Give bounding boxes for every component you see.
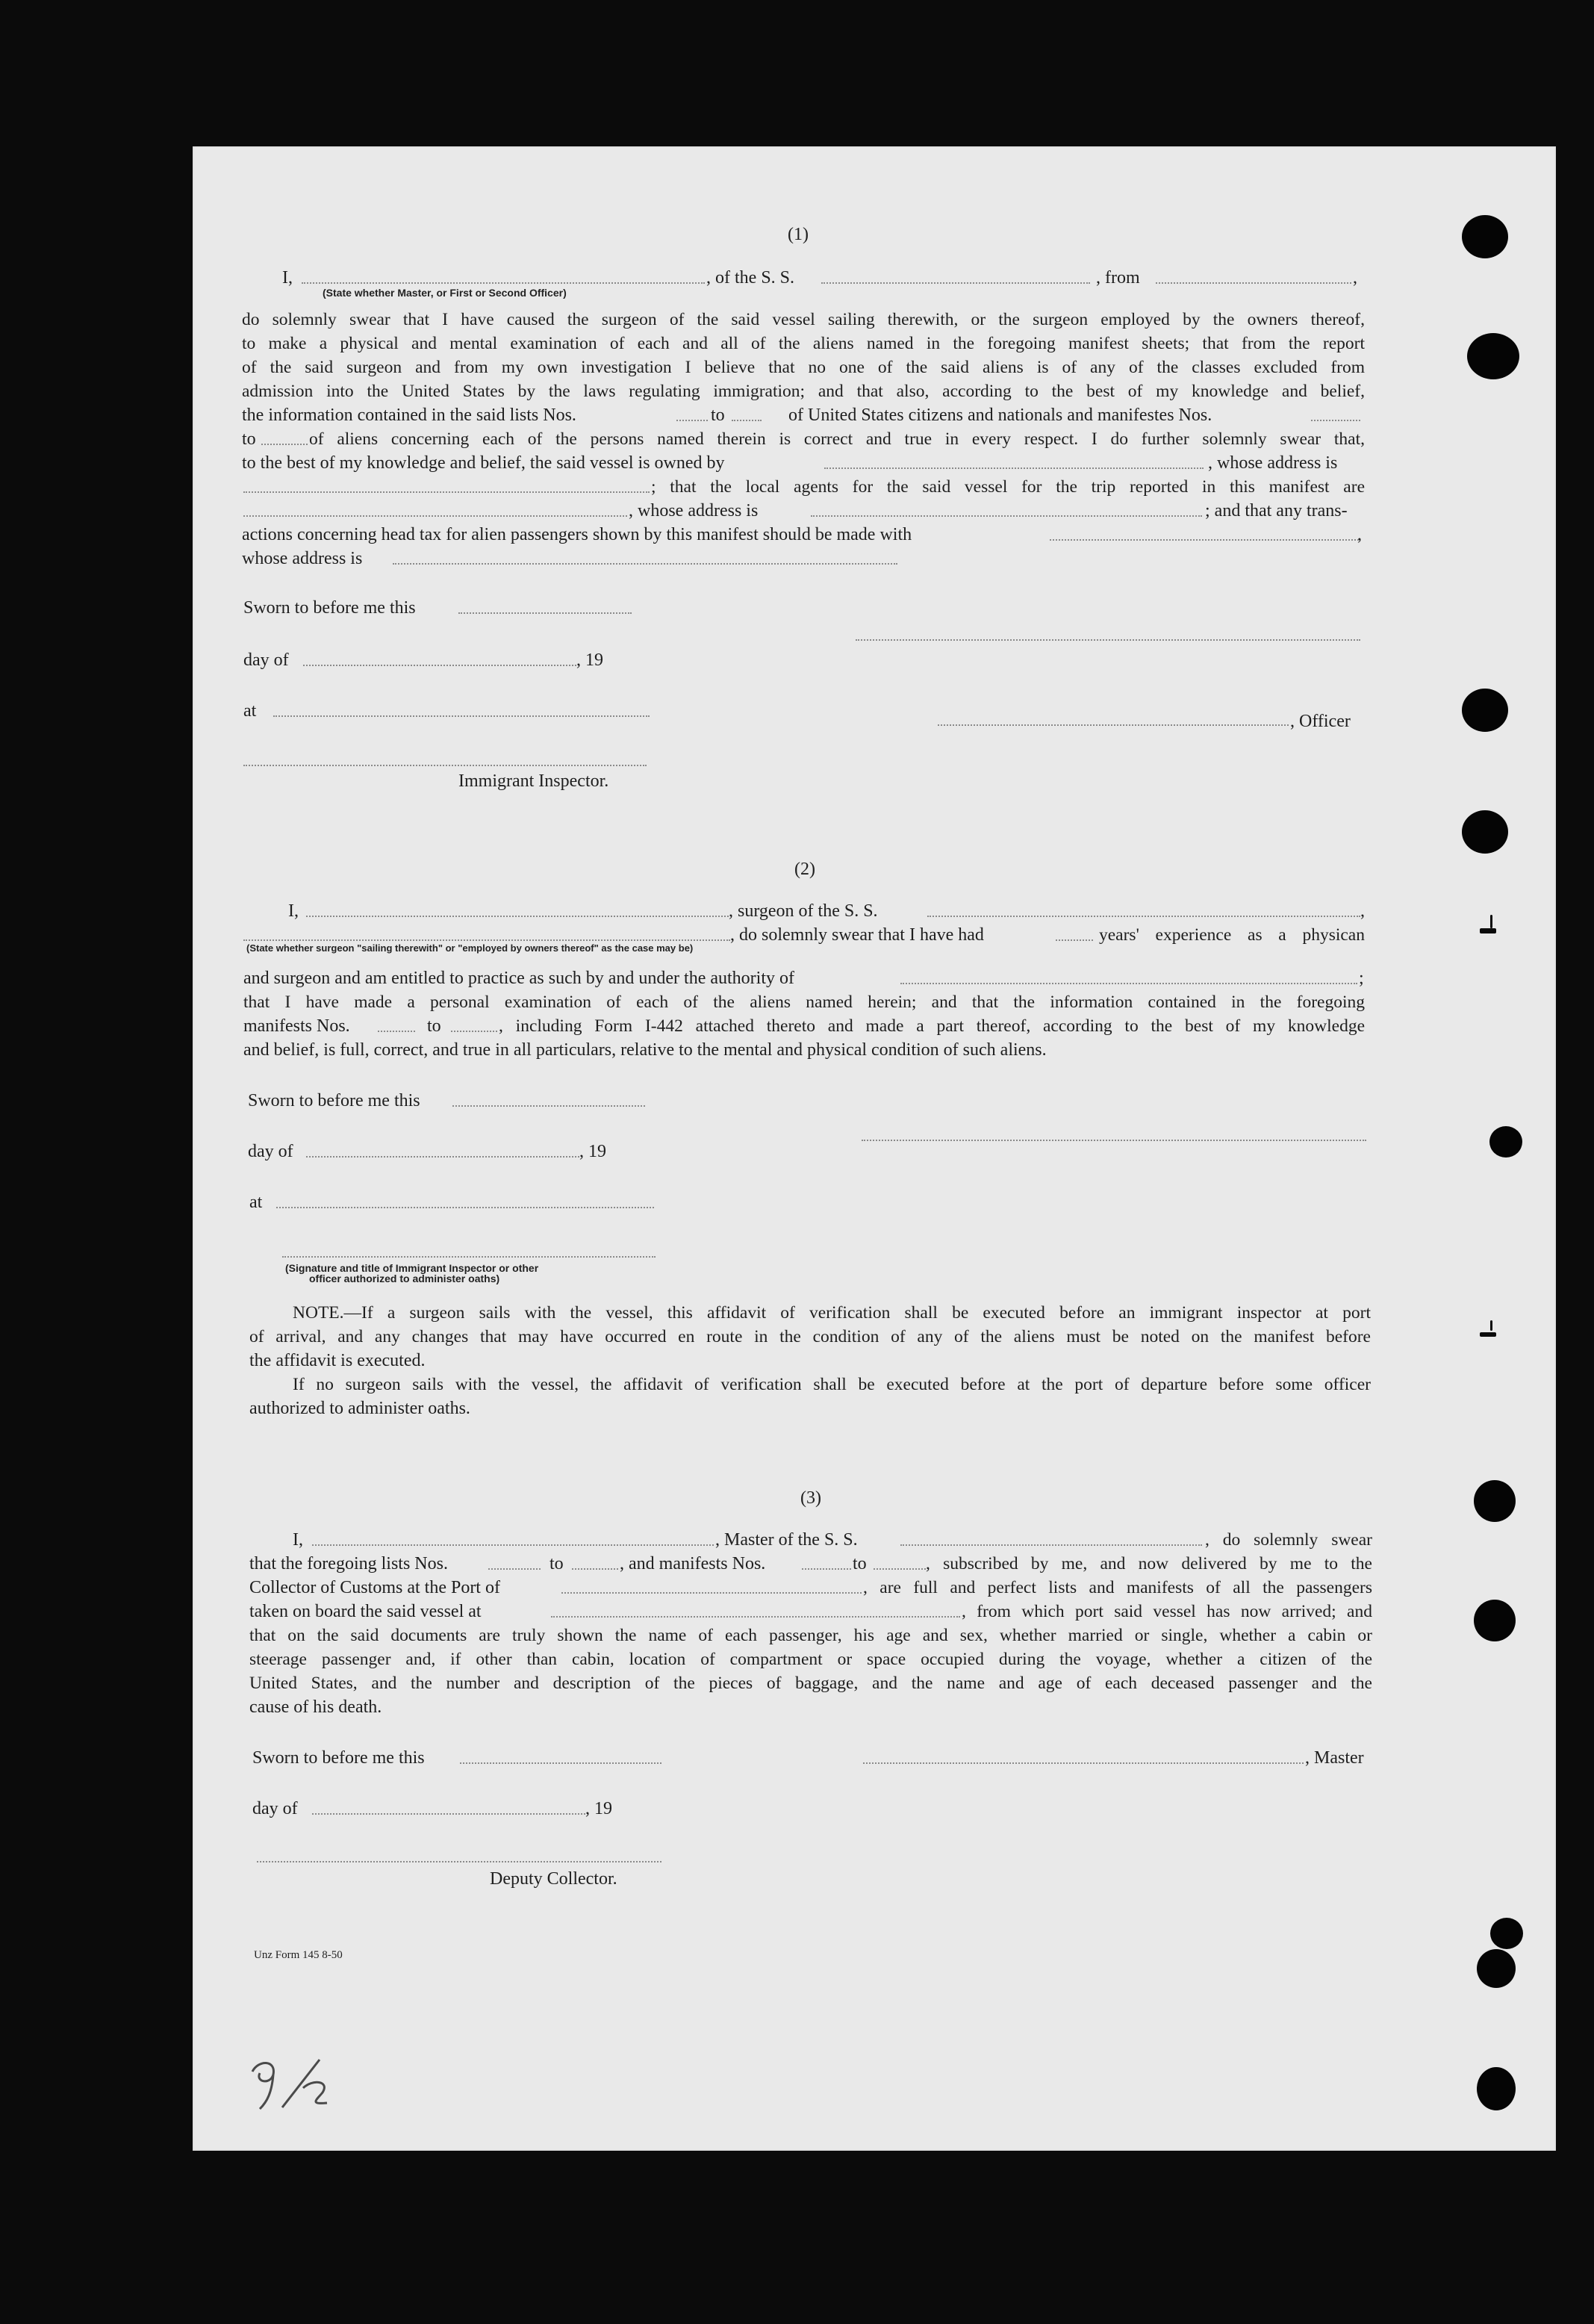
surgeon-note: (State whether surgeon "sailing therewith" or "employed by owners thereof" as the case may be) — [246, 942, 694, 954]
oath-text: to — [242, 429, 256, 449]
oath-text: taken on board the said vessel at — [249, 1602, 482, 1621]
at-label: at — [243, 701, 257, 721]
oath-text-line: , subscribed by me, and now delivered by me to the — [926, 1554, 1372, 1573]
margin-mark — [1480, 928, 1496, 933]
oath-text: , whose address is — [629, 501, 759, 521]
agents-field[interactable] — [243, 515, 627, 517]
year-label: , 19 — [585, 1799, 612, 1818]
oath-text: , and manifests Nos. — [620, 1554, 766, 1573]
comma: , — [1353, 268, 1357, 288]
surgeon-ship-field[interactable] — [927, 916, 1360, 917]
deputy-label: Deputy Collector. — [490, 1869, 617, 1889]
note-line: of arrival, and any changes that may have occurred en route in the condition of any of the aliens must be noted on the manifest before — [249, 1327, 1371, 1346]
sworn-label: Sworn to before me this — [252, 1748, 425, 1768]
oath-text: to — [711, 406, 725, 425]
section-number: (3) — [800, 1488, 821, 1508]
owner-field[interactable] — [824, 467, 1204, 469]
section-number: (1) — [788, 225, 809, 244]
oath-text: that the foregoing lists Nos. — [249, 1554, 448, 1573]
year-label: , 19 — [576, 650, 603, 670]
lists-from-field[interactable] — [488, 1568, 541, 1570]
section-number: (2) — [794, 860, 815, 879]
lists-to-field[interactable] — [732, 420, 762, 421]
punch-hole — [1474, 1480, 1516, 1522]
officer-title-line[interactable] — [938, 724, 1289, 726]
note-line: If no surgeon sails with the vessel, the affidavit of verification shall be executed before at the port of departure before some officer — [293, 1375, 1371, 1394]
head-tax-party-field[interactable] — [1050, 539, 1359, 541]
from-label: , from — [1096, 268, 1140, 288]
oath-text: , whose address is — [1208, 453, 1338, 473]
sworn-day-field[interactable] — [452, 1105, 645, 1107]
authority-field[interactable] — [900, 983, 1357, 984]
oath-text-line: that I have made a personal examination of each of the aliens named herein; and that the information contained in the foregoing — [243, 992, 1365, 1012]
year-label: , 19 — [579, 1142, 606, 1161]
semicolon: ; — [1359, 969, 1364, 988]
day-of-label: day of — [252, 1799, 298, 1818]
signature-note: officer authorized to administer oaths) — [309, 1273, 500, 1284]
oath-text-line: of aliens concerning each of the persons named therein is correct and true in every respect. I do further solemnly swear that, — [309, 429, 1365, 449]
inspector-signature-line[interactable] — [282, 1256, 656, 1258]
punch-hole — [1477, 2067, 1516, 2110]
oath-text-line: of the said surgeon and from my own investigation I believe that no one of the said aliens is of any of the classes excluded from — [242, 358, 1365, 377]
port-field[interactable] — [561, 1592, 862, 1594]
master-label: , Master — [1305, 1748, 1364, 1768]
punch-hole — [1489, 1126, 1522, 1158]
punch-hole — [1490, 1918, 1523, 1949]
surgeon-name-field[interactable] — [306, 916, 729, 917]
from-port-field[interactable] — [1156, 282, 1351, 284]
comma: , — [1360, 901, 1365, 921]
sworn-label: Sworn to before me this — [243, 598, 416, 618]
margin-mark — [1490, 915, 1492, 928]
oath-text-line: that on the said documents are truly shown the name of each passenger, his age and sex, whether married or single, whether a cabin or — [249, 1626, 1372, 1645]
sworn-day-field[interactable] — [458, 612, 632, 614]
punch-hole — [1467, 333, 1519, 379]
oath-text-line: steerage passenger and, if other than cabin, location of compartment or space occupied during the voyage, whether a citizen of the — [249, 1650, 1372, 1669]
margin-mark — [1490, 1320, 1492, 1331]
oath-text-line: , including Form I-442 attached thereto and made a part thereof, according to the best of my knowledge — [499, 1016, 1365, 1036]
oath-text: whose address is — [242, 549, 363, 568]
margin-mark — [1480, 1332, 1496, 1337]
inspector-signature-line[interactable] — [243, 765, 647, 766]
oath-text-line: admission into the United States by the laws regulating immigration; and that also, according to the best of my knowledge and belief, — [242, 382, 1365, 401]
at-field[interactable] — [273, 715, 650, 717]
oath-text: actions concerning head tax for alien passengers shown by this manifest should be made with — [242, 525, 912, 544]
inspector-label: Immigrant Inspector. — [458, 771, 609, 791]
handwritten-mark — [237, 2049, 349, 2116]
officer-name-field[interactable] — [302, 282, 705, 284]
oath-label: I, — [288, 901, 299, 921]
manifests-to-field[interactable] — [261, 444, 308, 445]
oath-label: I, — [282, 268, 293, 288]
embark-port-field[interactable] — [551, 1616, 960, 1618]
deputy-signature-line[interactable] — [257, 1861, 661, 1862]
comma: , — [1357, 525, 1362, 544]
officer-signature-line[interactable] — [856, 639, 1360, 641]
punch-hole — [1462, 810, 1508, 854]
of-ss-label: , of the S. S. — [706, 268, 795, 288]
punch-hole — [1462, 215, 1508, 258]
agents-address-field[interactable] — [811, 515, 1202, 517]
oath-text: cause of his death. — [249, 1697, 382, 1717]
oath-text-line: , are full and perfect lists and manifests of all the passengers — [863, 1578, 1372, 1597]
day-of-label: day of — [243, 650, 289, 670]
signature-note: (Signature and title of Immigrant Inspector or other — [285, 1262, 539, 1274]
oath-label: I, — [293, 1530, 303, 1550]
oath-text: to — [427, 1016, 441, 1036]
experience-label: years' experience as a physican — [1099, 925, 1365, 945]
punch-hole — [1462, 689, 1508, 732]
oath-text: ; and that any trans- — [1205, 501, 1348, 521]
note-line: NOTE.—If a surgeon sails with the vessel, this affidavit of verification shall be executed before an immigrant inspector at port — [293, 1303, 1371, 1323]
oath-text: manifests Nos. — [243, 1016, 350, 1036]
oath-text-line: to make a physical and mental examination of each and all of the aliens named in the foregoing manifest sheets; that from the report — [242, 334, 1365, 353]
officer-label: , Officer — [1290, 712, 1351, 731]
head-tax-address-field[interactable] — [393, 563, 897, 565]
oath-text: and belief, is full, correct, and true in all particulars, relative to the mental and physical condition of such aliens. — [243, 1040, 1047, 1060]
sworn-label: Sworn to before me this — [248, 1091, 420, 1110]
manifests-to-field[interactable] — [874, 1568, 926, 1570]
manifests-from-field[interactable] — [378, 1031, 415, 1032]
surgeon-signature-line[interactable] — [862, 1140, 1366, 1141]
master-name-field[interactable] — [312, 1544, 714, 1546]
oath-text-line: , from which port said vessel has now arrived; and — [962, 1602, 1372, 1621]
solemnly-label: , do solemnly swear — [1205, 1530, 1372, 1550]
solemnly-label: , do solemnly swear that I have had — [730, 925, 984, 945]
at-label: at — [249, 1193, 263, 1212]
lists-from-field[interactable] — [676, 420, 708, 421]
officer-note: (State whether Master, or First or Second Officer) — [323, 287, 567, 299]
oath-text: and surgeon and am entitled to practice as such by and under the authority of — [243, 969, 794, 988]
day-of-field[interactable] — [312, 1813, 585, 1815]
oath-text: the information contained in the said lists Nos. — [242, 406, 576, 425]
surgeon-status-field[interactable] — [243, 939, 730, 941]
day-of-field[interactable] — [306, 1156, 579, 1158]
sworn-day-field[interactable] — [460, 1762, 661, 1764]
manifests-to-field[interactable] — [451, 1031, 497, 1032]
oath-text: to — [853, 1554, 867, 1573]
oath-text-line: ; that the local agents for the said vessel for the trip reported in this manifest are — [651, 477, 1365, 497]
lists-to-field[interactable] — [572, 1568, 618, 1570]
oath-text-line: do solemnly swear that I have caused the surgeon of the said vessel sailing therewith, or the surgeon employed by the owners thereof, — [242, 310, 1365, 329]
master-of-label: , Master of the S. S. — [715, 1530, 858, 1550]
day-of-label: day of — [248, 1142, 293, 1161]
owner-address-field[interactable] — [243, 491, 650, 493]
surgeon-of-label: , surgeon of the S. S. — [729, 901, 878, 921]
oath-text: of United States citizens and nationals and manifestes Nos. — [788, 406, 1212, 425]
day-of-field[interactable] — [303, 665, 576, 666]
oath-text: Collector of Customs at the Port of — [249, 1578, 500, 1597]
master-ship-field[interactable] — [900, 1544, 1202, 1546]
note-line: the affidavit is executed. — [249, 1351, 426, 1370]
years-experience-field[interactable] — [1056, 939, 1093, 941]
punch-hole — [1477, 1949, 1516, 1988]
oath-text: to — [550, 1554, 564, 1573]
manifests-from-field[interactable] — [1311, 420, 1360, 421]
note-line: authorized to administer oaths. — [249, 1399, 470, 1418]
form-number: Unz Form 145 8-50 — [254, 1949, 343, 1961]
manifests-from-field[interactable] — [802, 1568, 851, 1570]
master-signature-line[interactable] — [863, 1762, 1304, 1764]
oath-text-line: United States, and the number and description of the pieces of baggage, and the name and age of each deceased passenger and the — [249, 1674, 1372, 1693]
at-field[interactable] — [276, 1207, 654, 1208]
ship-name-field[interactable] — [821, 282, 1090, 284]
oath-text: to the best of my knowledge and belief, the said vessel is owned by — [242, 453, 725, 473]
punch-hole — [1474, 1600, 1516, 1641]
